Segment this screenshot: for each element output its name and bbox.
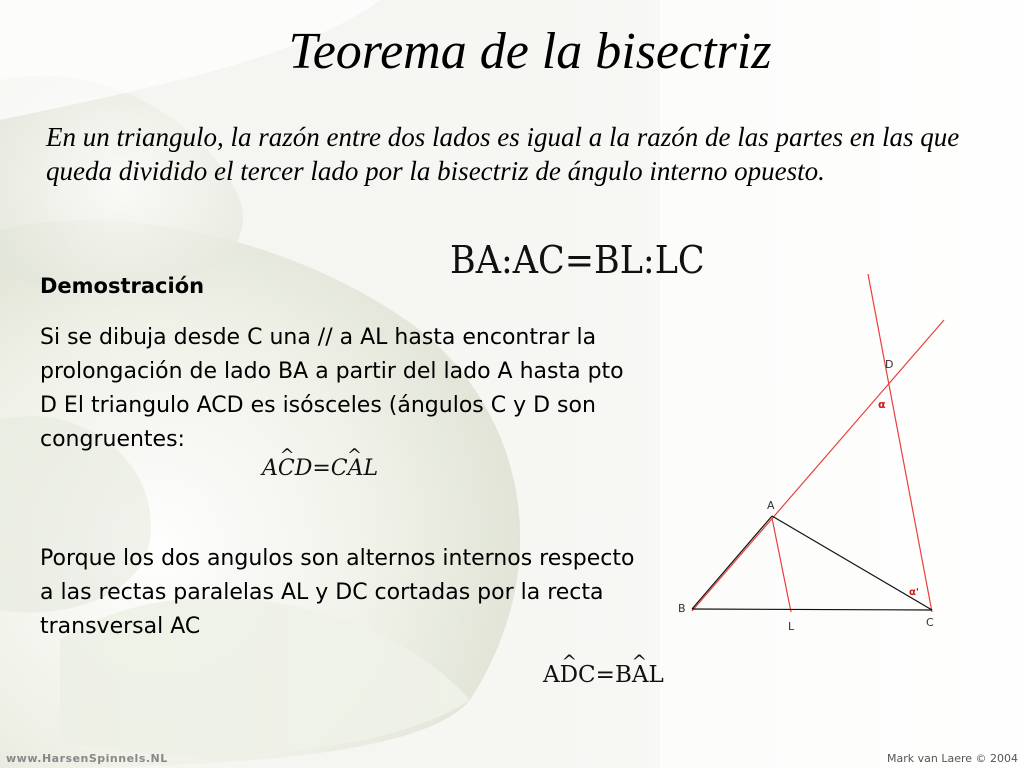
footer-website: www.HarsenSpinnels.NL [6,752,168,765]
line-al-bisector [772,518,791,612]
equals-sign: = [312,456,331,481]
angle-adc: ^ ADC [543,662,596,688]
point-label-a: A [767,499,775,512]
formula-ratio: BA:AC=BL:LC [450,238,705,282]
reason-paragraph: Porque los dos angulos son alternos internos respecto a las rectas paralelas AL y DC cortadas por la recta transversal AC [40,546,635,639]
point-label-d: D [885,358,894,371]
footer-credit: Mark van Laere © 2004 [886,752,1018,765]
angle-acd: ^ ACD [262,456,312,481]
side-bc [692,609,932,610]
triangle-diagram [650,260,980,640]
demo-paragraph: Si se dibuja desde C una // a AL hasta encontrar la prolongación de lado BA a partir del lado A hasta pto D El triangulo ACD es isósceles (ángulos C y D son congruentes: [40,325,624,452]
line-dc [868,274,932,612]
angle-cal: ^ CAL [331,456,378,481]
demo-heading: Demostración [40,274,205,298]
point-label-l: L [788,620,795,633]
equals-sign: = [595,662,615,688]
side-ac [772,516,932,610]
formula-alternate-angles [543,662,664,688]
point-label-b: B [678,602,686,615]
point-label-c: C [926,616,934,629]
slide-title: Teorema de la bisectriz [288,23,772,80]
angle-bal: ^ BAL [615,662,664,688]
formula-congruent-angles [262,456,378,481]
angle-label-alpha-c: α' [909,587,919,598]
theorem-statement: En un triangulo, la razón entre dos lados es igual a la razón de las partes en las que queda dividido el tercer lado por la bisectriz de ángulo interno opuesto. [46,122,960,186]
line-ad-extension [692,320,944,611]
side-ba [692,516,772,609]
angle-label-alpha-d: α [878,398,886,411]
